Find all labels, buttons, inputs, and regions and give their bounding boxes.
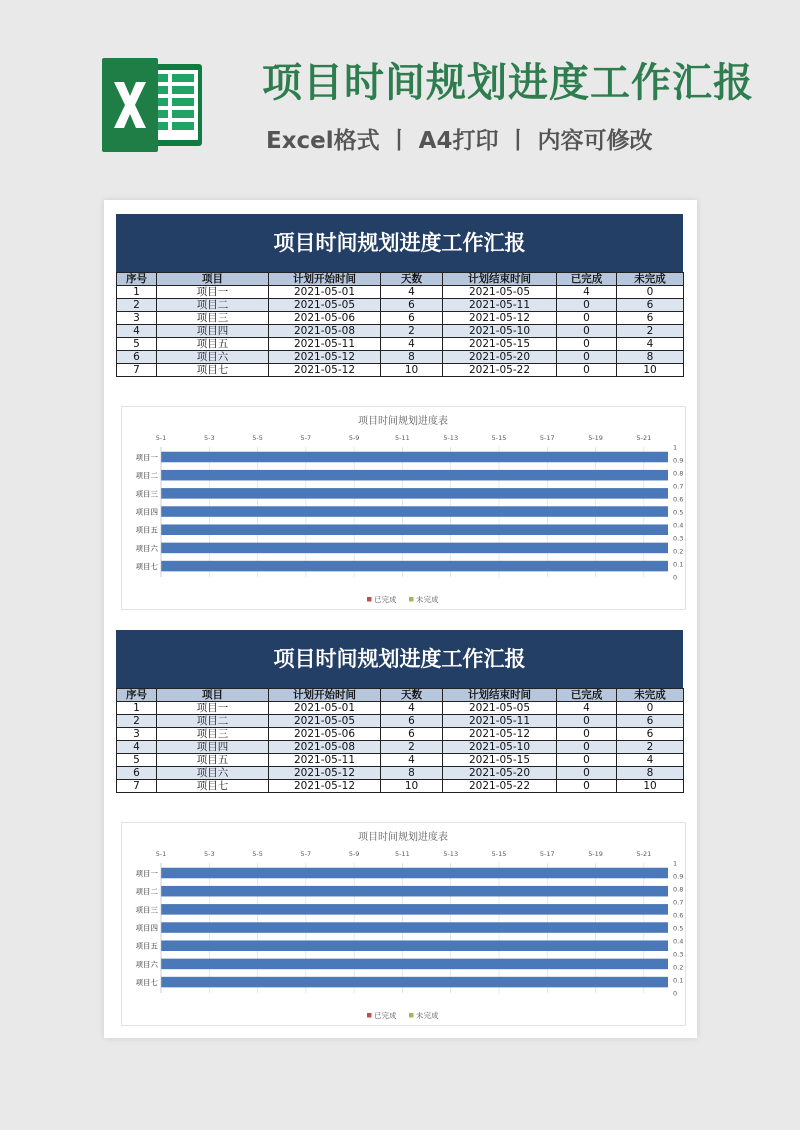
x-tick-label: 5-9 bbox=[348, 850, 360, 858]
table-header-row bbox=[117, 689, 684, 702]
table-row bbox=[117, 325, 684, 338]
legend-label: 未完成 bbox=[416, 595, 439, 604]
table-cell: 6 bbox=[117, 767, 157, 780]
table-cell: 项目六 bbox=[157, 351, 269, 364]
column-header: 计划结束时间 bbox=[443, 689, 557, 702]
table-cell: 4 bbox=[117, 741, 157, 754]
y2-tick-label: 0.5 bbox=[673, 508, 684, 517]
x-tick-label: 5-7 bbox=[300, 850, 312, 858]
table-cell: 10 bbox=[381, 364, 443, 377]
progress-bar bbox=[161, 904, 668, 915]
table-cell: 2021-05-12 bbox=[269, 767, 381, 780]
table-cell: 项目二 bbox=[157, 299, 269, 312]
category-label: 项目六 bbox=[135, 543, 158, 553]
table-cell: 6 bbox=[617, 299, 684, 312]
table-cell: 4 bbox=[557, 286, 617, 299]
x-tick-label: 5-21 bbox=[636, 850, 652, 858]
table-row bbox=[117, 702, 684, 715]
table-row bbox=[117, 351, 684, 364]
table-cell: 2021-05-01 bbox=[269, 702, 381, 715]
table-cell: 项目四 bbox=[157, 325, 269, 338]
category-label: 项目五 bbox=[135, 525, 158, 535]
table-cell: 项目三 bbox=[157, 312, 269, 325]
column-header: 未完成 bbox=[617, 689, 684, 702]
category-label: 项目一 bbox=[135, 453, 158, 462]
schedule-table bbox=[116, 688, 684, 793]
page-subtitle: Excel格式 丨 A4打印 丨 内容可修改 bbox=[266, 128, 653, 154]
category-label: 项目四 bbox=[135, 923, 158, 933]
table-cell: 2021-05-05 bbox=[269, 299, 381, 312]
progress-bar bbox=[161, 977, 668, 988]
table-row bbox=[117, 728, 684, 741]
y2-tick-label: 0.2 bbox=[673, 547, 684, 556]
category-label: 项目五 bbox=[135, 941, 158, 951]
table-cell: 6 bbox=[117, 351, 157, 364]
table-cell: 2021-05-05 bbox=[443, 702, 557, 715]
table-cell: 2021-05-12 bbox=[269, 351, 381, 364]
progress-bar bbox=[161, 886, 668, 897]
table-cell: 2021-05-12 bbox=[443, 728, 557, 741]
chart-svg bbox=[122, 407, 685, 609]
x-tick-label: 5-11 bbox=[395, 850, 410, 858]
category-label: 项目三 bbox=[135, 489, 158, 499]
table-cell: 2021-05-20 bbox=[443, 767, 557, 780]
x-tick-label: 5-11 bbox=[395, 434, 410, 442]
table-row bbox=[117, 767, 684, 780]
y2-tick-label: 0.2 bbox=[673, 963, 684, 972]
x-tick-label: 5-19 bbox=[588, 850, 603, 858]
table-cell: 0 bbox=[557, 338, 617, 351]
category-label: 项目三 bbox=[135, 905, 158, 915]
y2-tick-label: 1 bbox=[673, 859, 678, 868]
progress-bar bbox=[161, 506, 668, 517]
x-tick-label: 5-19 bbox=[588, 434, 603, 442]
y2-tick-label: 0.1 bbox=[673, 976, 684, 985]
table-row bbox=[117, 364, 684, 377]
category-label: 项目二 bbox=[135, 471, 158, 481]
table-row bbox=[117, 741, 684, 754]
x-tick-label: 5-21 bbox=[636, 434, 652, 442]
y2-tick-label: 0.9 bbox=[673, 456, 684, 465]
table-cell: 8 bbox=[381, 351, 443, 364]
y2-tick-label: 0.3 bbox=[673, 950, 684, 959]
table-row bbox=[117, 299, 684, 312]
table-cell: 项目七 bbox=[157, 364, 269, 377]
table-cell: 0 bbox=[557, 299, 617, 312]
column-header: 计划结束时间 bbox=[443, 273, 557, 286]
category-label: 项目七 bbox=[135, 562, 158, 572]
y2-tick-label: 0.1 bbox=[673, 560, 684, 569]
y2-tick-label: 0.7 bbox=[673, 482, 684, 491]
legend-label: 已完成 bbox=[374, 1011, 397, 1020]
table-cell: 2021-05-08 bbox=[269, 325, 381, 338]
column-header: 已完成 bbox=[557, 273, 617, 286]
table-row bbox=[117, 338, 684, 351]
table-cell: 4 bbox=[381, 338, 443, 351]
table-row bbox=[117, 715, 684, 728]
y2-tick-label: 0 bbox=[673, 989, 678, 998]
x-tick-label: 5-13 bbox=[443, 434, 459, 442]
y2-tick-label: 0.9 bbox=[673, 872, 684, 881]
table-cell: 0 bbox=[617, 702, 684, 715]
report-sheet bbox=[104, 200, 697, 1038]
table-cell: 2021-05-11 bbox=[443, 299, 557, 312]
table-cell: 2021-05-11 bbox=[443, 715, 557, 728]
report-title: 项目时间规划进度工作汇报 bbox=[116, 214, 683, 272]
progress-chart bbox=[121, 406, 686, 610]
progress-bar bbox=[161, 922, 668, 933]
legend-label: 未完成 bbox=[416, 1011, 439, 1020]
table-cell: 0 bbox=[617, 286, 684, 299]
progress-bar bbox=[161, 940, 668, 951]
x-tick-label: 5-7 bbox=[300, 434, 312, 442]
table-cell: 4 bbox=[381, 754, 443, 767]
progress-bar bbox=[161, 470, 668, 481]
chart-title: 项目时间规划进度表 bbox=[358, 416, 448, 427]
progress-bar bbox=[161, 543, 668, 554]
table-cell: 2 bbox=[381, 325, 443, 338]
chart-title: 项目时间规划进度表 bbox=[358, 832, 448, 843]
table-cell: 项目四 bbox=[157, 741, 269, 754]
table-cell: 0 bbox=[557, 312, 617, 325]
table-cell: 2021-05-22 bbox=[443, 780, 557, 793]
table-cell: 项目一 bbox=[157, 702, 269, 715]
page-title: 项目时间规划进度工作汇报 bbox=[262, 60, 754, 106]
table-cell: 0 bbox=[557, 715, 617, 728]
table-cell: 5 bbox=[117, 338, 157, 351]
table-cell: 6 bbox=[381, 728, 443, 741]
y2-tick-label: 0.7 bbox=[673, 898, 684, 907]
table-cell: 项目五 bbox=[157, 338, 269, 351]
column-header: 项目 bbox=[157, 689, 269, 702]
column-header: 已完成 bbox=[557, 689, 617, 702]
table-cell: 6 bbox=[617, 715, 684, 728]
schedule-table bbox=[116, 272, 684, 377]
table-header-row bbox=[117, 273, 684, 286]
progress-chart bbox=[121, 822, 686, 1026]
table-cell: 2021-05-11 bbox=[269, 338, 381, 351]
table-cell: 0 bbox=[557, 351, 617, 364]
table-cell: 项目一 bbox=[157, 286, 269, 299]
table-cell: 2 bbox=[117, 299, 157, 312]
category-label: 项目二 bbox=[135, 887, 158, 897]
table-cell: 2021-05-05 bbox=[443, 286, 557, 299]
legend-swatch bbox=[409, 1013, 414, 1018]
report-title: 项目时间规划进度工作汇报 bbox=[116, 630, 683, 688]
table-row bbox=[117, 780, 684, 793]
table-cell: 2 bbox=[381, 741, 443, 754]
category-label: 项目七 bbox=[135, 978, 158, 988]
y2-tick-label: 0.8 bbox=[673, 469, 684, 478]
category-label: 项目四 bbox=[135, 507, 158, 517]
table-cell: 0 bbox=[557, 325, 617, 338]
x-tick-label: 5-13 bbox=[443, 850, 459, 858]
y2-tick-label: 1 bbox=[673, 443, 678, 452]
progress-bar bbox=[161, 868, 668, 879]
column-header: 序号 bbox=[117, 689, 157, 702]
column-header: 未完成 bbox=[617, 273, 684, 286]
progress-bar bbox=[161, 561, 668, 572]
column-header: 序号 bbox=[117, 273, 157, 286]
table-cell: 10 bbox=[381, 780, 443, 793]
table-cell: 项目六 bbox=[157, 767, 269, 780]
y2-tick-label: 0.4 bbox=[673, 521, 684, 530]
table-cell: 0 bbox=[557, 728, 617, 741]
x-tick-label: 5-15 bbox=[491, 850, 507, 858]
y2-tick-label: 0.4 bbox=[673, 937, 684, 946]
progress-bar bbox=[161, 488, 668, 499]
table-cell: 0 bbox=[557, 364, 617, 377]
y2-tick-label: 0.6 bbox=[673, 911, 684, 920]
table-cell: 4 bbox=[617, 338, 684, 351]
chart-svg bbox=[122, 823, 685, 1025]
table-cell: 7 bbox=[117, 364, 157, 377]
legend-swatch bbox=[367, 1013, 372, 1018]
table-cell: 1 bbox=[117, 702, 157, 715]
table-cell: 5 bbox=[117, 754, 157, 767]
table-row bbox=[117, 286, 684, 299]
table-cell: 4 bbox=[381, 286, 443, 299]
table-cell: 10 bbox=[617, 364, 684, 377]
table-cell: 0 bbox=[557, 780, 617, 793]
x-tick-label: 5-9 bbox=[348, 434, 360, 442]
progress-bar bbox=[161, 452, 668, 463]
table-cell: 2 bbox=[117, 715, 157, 728]
table-cell: 1 bbox=[117, 286, 157, 299]
table-cell: 4 bbox=[557, 702, 617, 715]
y2-tick-label: 0 bbox=[673, 573, 678, 582]
column-header: 天数 bbox=[381, 273, 443, 286]
table-cell: 6 bbox=[381, 312, 443, 325]
table-cell: 6 bbox=[381, 299, 443, 312]
table-cell: 4 bbox=[117, 325, 157, 338]
column-header: 天数 bbox=[381, 689, 443, 702]
table-cell: 6 bbox=[617, 312, 684, 325]
table-cell: 2 bbox=[617, 741, 684, 754]
y2-tick-label: 0.5 bbox=[673, 924, 684, 933]
table-cell: 2021-05-10 bbox=[443, 325, 557, 338]
table-cell: 2021-05-08 bbox=[269, 741, 381, 754]
table-cell: 0 bbox=[557, 741, 617, 754]
column-header: 项目 bbox=[157, 273, 269, 286]
table-cell: 2 bbox=[617, 325, 684, 338]
table-cell: 项目二 bbox=[157, 715, 269, 728]
y2-tick-label: 0.6 bbox=[673, 495, 684, 504]
table-cell: 项目三 bbox=[157, 728, 269, 741]
x-tick-label: 5-5 bbox=[252, 850, 263, 858]
table-cell: 6 bbox=[617, 728, 684, 741]
table-cell: 2021-05-12 bbox=[443, 312, 557, 325]
x-tick-label: 5-17 bbox=[539, 850, 555, 858]
table-cell: 4 bbox=[381, 702, 443, 715]
legend-swatch bbox=[409, 597, 414, 602]
table-cell: 0 bbox=[557, 767, 617, 780]
table-cell: 6 bbox=[381, 715, 443, 728]
table-cell: 2021-05-11 bbox=[269, 754, 381, 767]
table-cell: 2021-05-06 bbox=[269, 728, 381, 741]
category-label: 项目六 bbox=[135, 959, 158, 969]
x-tick-label: 5-3 bbox=[203, 850, 215, 858]
table-cell: 8 bbox=[617, 767, 684, 780]
column-header: 计划开始时间 bbox=[269, 273, 381, 286]
table-cell: 2021-05-01 bbox=[269, 286, 381, 299]
table-cell: 2021-05-12 bbox=[269, 780, 381, 793]
table-row bbox=[117, 754, 684, 767]
table-cell: 3 bbox=[117, 728, 157, 741]
table-cell: 2021-05-22 bbox=[443, 364, 557, 377]
y2-tick-label: 0.8 bbox=[673, 885, 684, 894]
table-cell: 2021-05-06 bbox=[269, 312, 381, 325]
table-cell: 2021-05-05 bbox=[269, 715, 381, 728]
progress-bar bbox=[161, 959, 668, 970]
category-label: 项目一 bbox=[135, 869, 158, 878]
table-cell: 8 bbox=[617, 351, 684, 364]
table-cell: 2021-05-10 bbox=[443, 741, 557, 754]
legend-swatch bbox=[367, 597, 372, 602]
table-cell: 10 bbox=[617, 780, 684, 793]
table-cell: 2021-05-15 bbox=[443, 338, 557, 351]
x-tick-label: 5-17 bbox=[539, 434, 555, 442]
x-tick-label: 5-1 bbox=[155, 434, 167, 442]
progress-bar bbox=[161, 524, 668, 535]
table-cell: 0 bbox=[557, 754, 617, 767]
table-cell: 7 bbox=[117, 780, 157, 793]
table-cell: 2021-05-12 bbox=[269, 364, 381, 377]
table-cell: 项目五 bbox=[157, 754, 269, 767]
table-cell: 2021-05-15 bbox=[443, 754, 557, 767]
table-cell: 8 bbox=[381, 767, 443, 780]
x-tick-label: 5-15 bbox=[491, 434, 507, 442]
column-header: 计划开始时间 bbox=[269, 689, 381, 702]
table-cell: 2021-05-20 bbox=[443, 351, 557, 364]
x-tick-label: 5-5 bbox=[252, 434, 263, 442]
table-cell: 项目七 bbox=[157, 780, 269, 793]
table-cell: 4 bbox=[617, 754, 684, 767]
excel-icon bbox=[100, 58, 204, 152]
legend-label: 已完成 bbox=[374, 595, 397, 604]
table-row bbox=[117, 312, 684, 325]
table-cell: 3 bbox=[117, 312, 157, 325]
x-tick-label: 5-3 bbox=[203, 434, 215, 442]
x-tick-label: 5-1 bbox=[155, 850, 167, 858]
y2-tick-label: 0.3 bbox=[673, 534, 684, 543]
